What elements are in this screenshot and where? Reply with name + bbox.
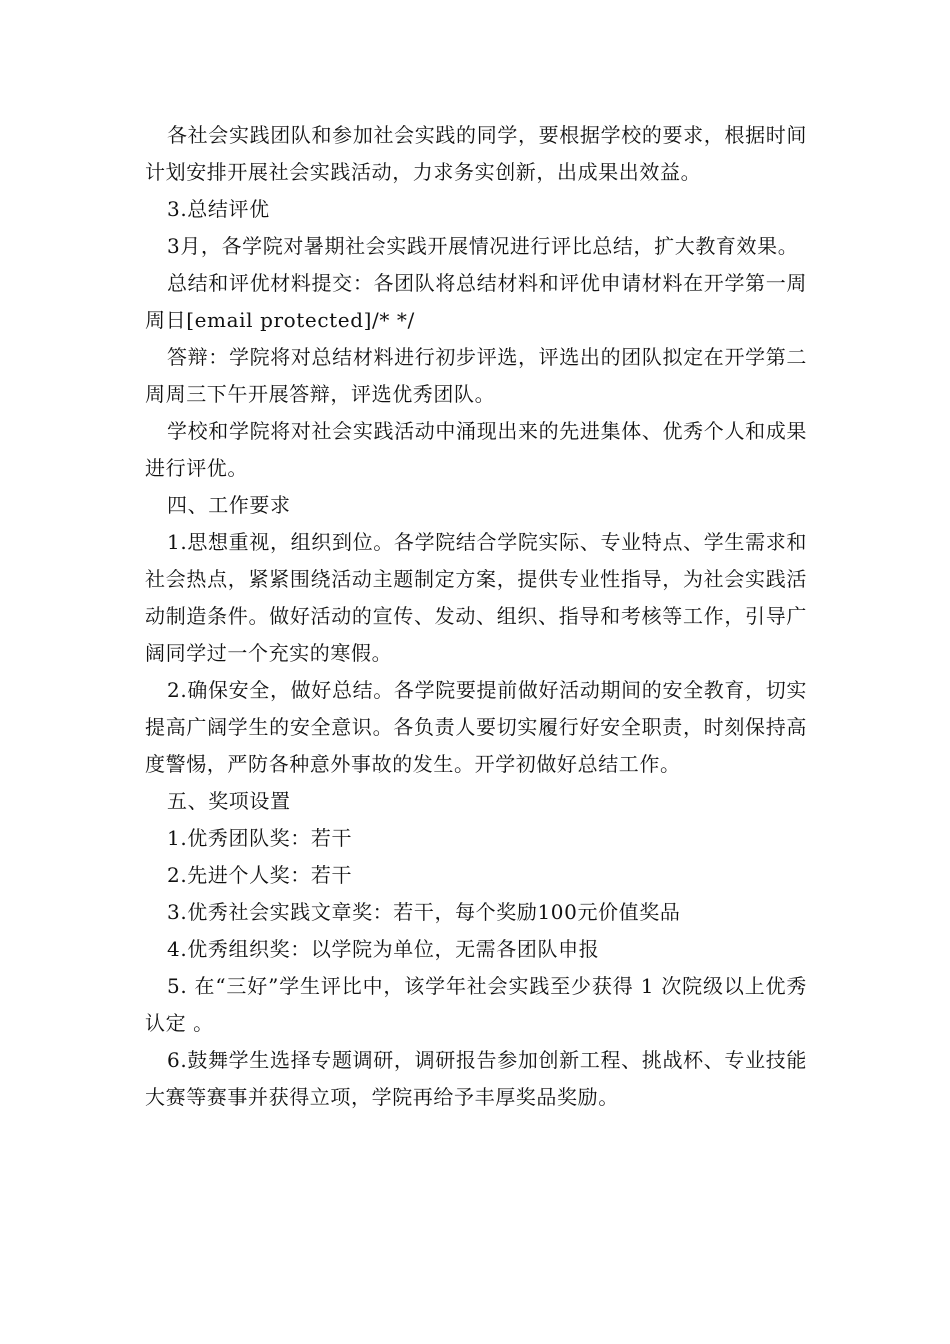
award-item-2: 2.先进个人奖：若干 bbox=[167, 863, 353, 887]
award-item-3: 3.优秀社会实践文章奖：若干，每个奖励100元价值奖品 bbox=[167, 900, 681, 924]
award-item-1: 1.优秀团队奖：若干 bbox=[167, 826, 353, 850]
award-item-4: 4.优秀组织奖：以学院为单位，无需各团队申报 bbox=[167, 937, 600, 961]
paragraph-defense: 答辩：学院将对总结材料进行初步评选，评选出的团队拟定在开学第二周周三下午开展答辩，评选优秀团队。 bbox=[145, 345, 807, 406]
paragraph-requirement-2: 2.确保安全，做好总结。各学院要提前做好活动期间的安全教育，切实提高广阔学生的安全意识。各负责人要切实履行好安全职责，时刻保持高度警惕，严防各种意外事故的发生。开学初做好总结工作。 bbox=[145, 678, 807, 776]
heading-awards: 五、奖项设置 bbox=[167, 789, 291, 813]
award-item-6: 6.鼓舞学生选择专题调研，调研报告参加创新工程、挑战杯、专业技能大赛等赛事并获得立项，学院再给予丰厚奖品奖励。 bbox=[145, 1048, 807, 1109]
paragraph-march-evaluation: 3月，各学院对暑期社会实践开展情况进行评比总结，扩大教育效果。 bbox=[167, 234, 799, 258]
paragraph-material-submission: 总结和评优材料提交：各团队将总结材料和评优申请材料在开学第一周周日[email protected]/* */ bbox=[145, 271, 807, 332]
award-item-5: 5. 在“三好”学生评比中，该学年社会实践至少获得 1 次院级以上优秀认定 。 bbox=[145, 974, 807, 1035]
paragraph-practice-requirements: 各社会实践团队和参加社会实践的同学，要根据学校的要求，根据时间计划安排开展社会实践活动，力求务实创新，出成果出效益。 bbox=[145, 123, 807, 184]
heading-work-requirements: 四、工作要求 bbox=[167, 493, 291, 517]
paragraph-school-evaluation: 学校和学院将对社会实践活动中涌现出来的先进集体、优秀个人和成果进行评优。 bbox=[145, 419, 807, 480]
document-body bbox=[145, 117, 807, 1116]
paragraph-requirement-1: 1.思想重视，组织到位。各学院结合学院实际、专业特点、学生需求和社会热点，紧紧围绕活动主题制定方案，提供专业性指导，为社会实践活动制造条件。做好活动的宣传、发动、组织、指导和考核等工作，引导广阔同学过一个充实的寒假。 bbox=[145, 530, 807, 665]
heading-summary-evaluation: 3.总结评优 bbox=[167, 197, 270, 221]
